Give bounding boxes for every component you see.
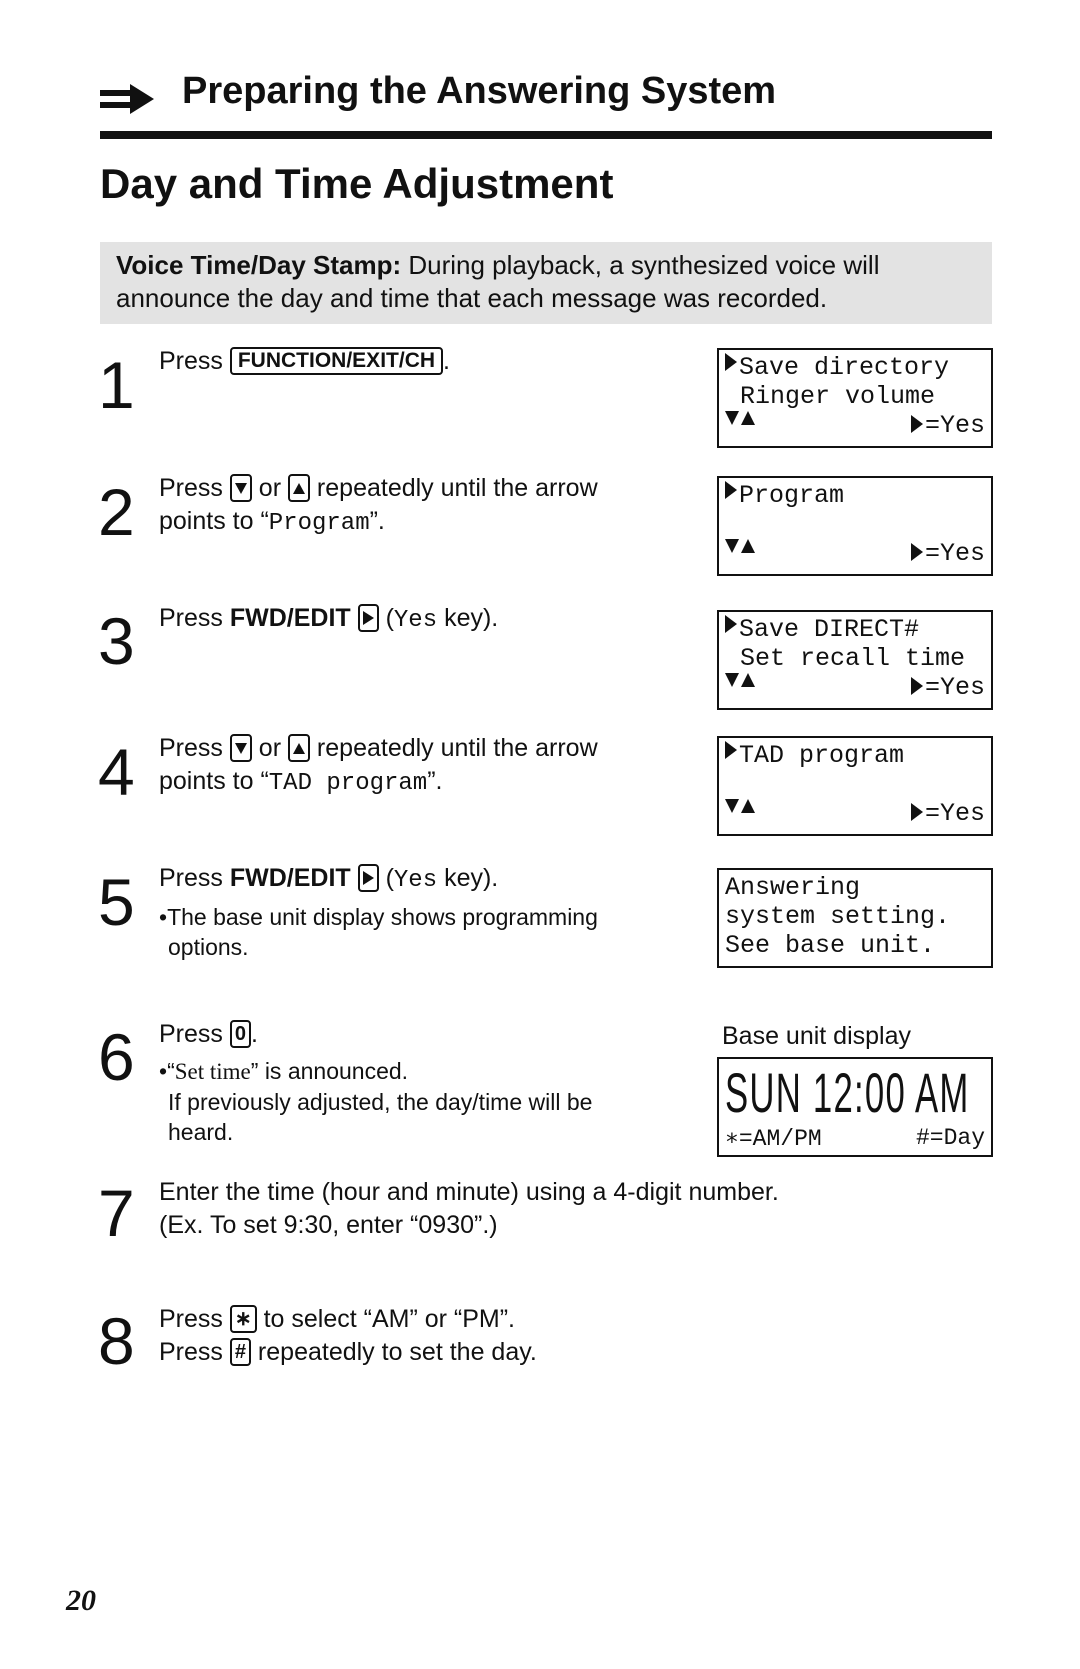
base-unit-display [717,1057,993,1157]
step-3-end: key). [437,604,499,632]
base-unit-display-label: Base unit display [722,1022,912,1050]
step-6-press: Press [159,1020,230,1048]
handset-display-1 [717,348,993,448]
step-2-mono: Program [268,510,370,537]
step-7-text [159,1176,959,1242]
right-arrow-icon [911,677,923,695]
step-2-or: or [251,474,288,502]
display-3-line-2: Set recall time [725,644,966,673]
step-4-line2a: points to “ [159,767,269,795]
step-2-line2b: ”. [369,507,385,535]
header-rule [100,131,992,139]
up-arrow-icon [741,539,755,553]
down-arrow-icon [725,539,739,553]
step-number-3: 3 [98,604,135,678]
step-5-bullet-1: The base unit display shows programming [167,904,598,930]
step-6-end: . [250,1020,258,1048]
up-arrow-icon [741,673,755,687]
step-2-rest: repeatedly until the arrow [309,474,598,502]
note-text-1: During playback, a synthesized voice will [401,250,880,280]
display-4-line-1: TAD program [739,741,905,770]
step-2-press: Press [159,474,230,502]
step-5-bullet-2: options. [168,934,249,960]
section-title: Preparing the Answering System [182,70,777,112]
step-6-line-2: If previously adjusted, the day/time will be [168,1089,593,1115]
up-key-icon [288,734,310,762]
down-key-icon [230,474,252,502]
base-display-am-pm: =AM/PM [738,1126,822,1152]
star-key: ∗ [230,1305,257,1333]
fwd-edit-key-icon [358,864,379,892]
fwd-edit-key-icon [358,604,379,632]
step-6-text [159,1018,679,1147]
step-6-announced: ” is announced. [250,1058,409,1084]
base-display-day: #=Day [915,1125,985,1151]
step-3-text [159,602,679,637]
step-number-6: 6 [98,1020,135,1094]
display-3-yes: =Yes [924,673,985,702]
step-3-press: Press [159,604,230,632]
step-1-text [159,345,679,378]
step-number-2: 2 [98,475,135,549]
right-arrow-icon [911,543,923,561]
star-symbol: ∗ [725,1126,739,1152]
step-number-5: 5 [98,865,135,939]
display-3-line-1: Save DIRECT# [739,615,920,644]
page-title: Day and Time Adjustment [100,160,614,207]
step-4-text [159,732,679,800]
step-4-or: or [251,734,288,762]
pointer-arrow-icon [725,353,737,371]
note-label: Voice Time/Day Stamp: [116,250,402,280]
step-2-text [159,472,679,540]
pound-key: # [230,1338,251,1366]
step-number-7: 7 [98,1176,135,1250]
display-2-line-1: Program [739,481,845,510]
display-4-yes: =Yes [924,799,985,828]
handset-display-2 [717,476,993,576]
display-1-line-1: Save directory [739,353,950,382]
display-1-yes: =Yes [924,411,985,440]
down-arrow-icon [725,411,739,425]
step-4-press: Press [159,734,230,762]
step-4-line2b: ”. [427,767,443,795]
step-8-text [159,1303,959,1369]
display-2-yes: =Yes [924,539,985,568]
pointer-arrow-icon [725,481,737,499]
step-1-end: . [443,347,450,375]
step-5-yes: Yes [393,867,438,894]
voice-stamp-note [100,242,992,324]
step-5-paren: ( [378,864,394,892]
step-6-quote-open: “ [167,1058,175,1084]
step-2-line2a: points to “ [159,507,269,535]
right-arrow-icon [911,415,923,433]
step-8-line-1: to select “AM” or “PM”. [256,1305,515,1333]
base-display-time: SUN 12:00 AM [725,1061,970,1124]
down-key-icon [230,734,252,762]
down-arrow-icon [725,673,739,687]
step-number-8: 8 [98,1304,135,1378]
handset-display-3 [717,610,993,710]
step-5-fwd-edit: FWD/EDIT [229,864,358,892]
step-8-press-1: Press [159,1305,230,1333]
step-6-bullet: •“Set time” is announced. If previously adjusted, the day/time will be heard. [159,1058,593,1145]
step-5-text [159,862,679,962]
pointer-arrow-icon [725,741,737,759]
handset-display-5 [717,868,993,968]
handset-display-4 [717,736,993,836]
right-arrow-icon [100,82,156,122]
page-number: 20 [66,1584,96,1617]
note-text-2: announce the day and time that each message was recorded. [116,283,828,313]
step-4-mono: TAD program [268,770,428,797]
step-3-paren: ( [378,604,394,632]
step-8-line-2: repeatedly to set the day. [250,1338,537,1366]
display-5-line-3: See base unit. [725,931,936,960]
up-arrow-icon [741,799,755,813]
step-number-4: 4 [98,735,135,809]
step-4-rest: repeatedly until the arrow [309,734,598,762]
display-5-line-2: system setting. [725,902,951,931]
step-6-set-time: Set time [174,1059,251,1084]
right-arrow-icon [911,803,923,821]
display-5-line-1: Answering [725,873,861,902]
step-5-bullet: •The base unit display shows programming options. [159,904,598,960]
step-1-press: Press [159,347,230,375]
step-8-press-2: Press [159,1338,230,1366]
function-exit-ch-key: FUNCTION/EXIT/CH [230,347,443,375]
step-5-end: key). [437,864,499,892]
display-1-line-2: Ringer volume [725,382,936,411]
down-arrow-icon [725,799,739,813]
step-6-line-3: heard. [168,1119,234,1145]
zero-key: 0 [230,1020,251,1048]
step-number-1: 1 [98,348,135,422]
up-arrow-icon [741,411,755,425]
step-7-line-1: Enter the time (hour and minute) using a 4-digit number. [159,1178,779,1206]
step-3-fwd-edit: FWD/EDIT [229,604,358,632]
step-5-press: Press [159,864,230,892]
step-3-yes: Yes [393,607,438,634]
pointer-arrow-icon [725,615,737,633]
up-key-icon [288,474,310,502]
step-7-line-2: (Ex. To set 9:30, enter “0930”.) [159,1211,498,1239]
